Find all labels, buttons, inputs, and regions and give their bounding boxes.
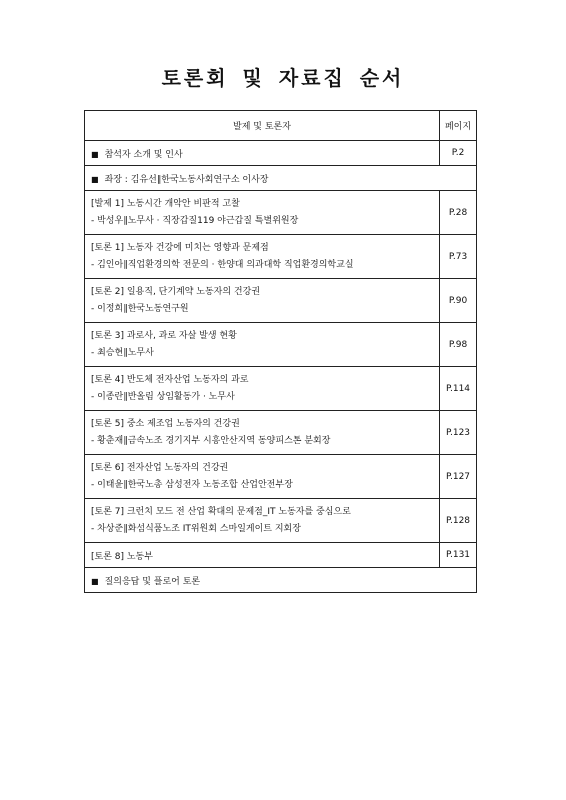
table-row xyxy=(85,367,477,411)
row-content xyxy=(85,141,440,166)
row-label: 참석자 소개 및 인사 xyxy=(104,149,183,160)
speaker-info: - 김인아∥직업환경의학 전문의 · 한양대 의과대학 직업환경의학교실 xyxy=(91,259,354,270)
page-number: P.123 xyxy=(440,411,477,455)
page-number: P.131 xyxy=(440,543,477,568)
table-row xyxy=(85,141,477,166)
table-row xyxy=(85,235,477,279)
page-title: 토론회 및 자료집 순서 xyxy=(161,66,405,90)
speaker-info: - 이태윤∥한국노총 삼성전자 노동조합 산업안전부장 xyxy=(91,479,293,490)
table-row xyxy=(85,568,477,593)
row-content xyxy=(85,191,440,235)
row-content xyxy=(85,367,440,411)
table-row xyxy=(85,499,477,543)
table-row xyxy=(85,279,477,323)
session-topic: [토론 5] 중소 제조업 노동자의 건강권 xyxy=(91,418,240,429)
page-number: P.98 xyxy=(440,323,477,367)
speaker-info: - 이종란∥반올림 상임활동가 · 노무사 xyxy=(91,391,235,402)
page-number: P.90 xyxy=(440,279,477,323)
session-topic: [토론 2] 일용직, 단기계약 노동자의 건강권 xyxy=(91,286,261,297)
row-content xyxy=(85,499,440,543)
session-topic: [토론 3] 과로사, 과로 자살 발생 현황 xyxy=(91,330,237,341)
table-row xyxy=(85,411,477,455)
row-content xyxy=(85,166,477,191)
row-content xyxy=(85,568,477,593)
row-content xyxy=(85,411,440,455)
speaker-info: - 최승현∥노무사 xyxy=(91,347,154,358)
row-content xyxy=(85,279,440,323)
header-presenters: 발제 및 토론자 xyxy=(85,111,440,141)
table-header-row xyxy=(85,111,477,141)
session-topic: [토론 1] 노동자 건강에 미치는 영향과 문제점 xyxy=(91,242,269,253)
page-number: P.127 xyxy=(440,455,477,499)
row-label: 좌장 : 김유선∥한국노동사회연구소 이사장 xyxy=(104,174,269,185)
table-row xyxy=(85,543,477,568)
row-content xyxy=(85,323,440,367)
page-number: P.114 xyxy=(440,367,477,411)
program-table xyxy=(84,110,477,593)
session-topic: [발제 1] 노동시간 개악안 비판적 고찰 xyxy=(91,198,240,209)
page-number: P.28 xyxy=(440,191,477,235)
speaker-info: - 차상준∥화섬식품노조 IT위원회 스마일게이트 지회장 xyxy=(91,523,301,534)
page-number: P.2 xyxy=(440,141,477,166)
session-topic: [토론 7] 크런치 모드 전 산업 확대의 문제점_IT 노동자를 중심으로 xyxy=(91,506,351,517)
page-number: P.128 xyxy=(440,499,477,543)
table-row xyxy=(85,323,477,367)
bullet-square-icon: ■ xyxy=(91,174,99,184)
row-content xyxy=(85,543,440,568)
row-content xyxy=(85,455,440,499)
row-label: 질의응답 및 플로어 토론 xyxy=(104,576,201,587)
bullet-square-icon: ■ xyxy=(91,149,99,159)
table-row xyxy=(85,191,477,235)
table-row xyxy=(85,455,477,499)
speaker-info: - 박성우∥노무사 · 직장갑질119 야근갑질 특별위원장 xyxy=(91,215,299,226)
bullet-square-icon: ■ xyxy=(91,576,99,586)
row-content xyxy=(85,235,440,279)
row-label: [토론 8] 노동부 xyxy=(91,551,153,562)
speaker-info: - 황춘재∥금속노조 경기지부 시흥안산지역 동양피스톤 분회장 xyxy=(91,435,331,446)
table-row xyxy=(85,166,477,191)
page-number: P.73 xyxy=(440,235,477,279)
speaker-info: - 이정희∥한국노동연구원 xyxy=(91,303,189,314)
header-page: 페이지 xyxy=(440,111,477,141)
session-topic: [토론 4] 반도체 전자산업 노동자의 과로 xyxy=(91,374,249,385)
session-topic: [토론 6] 전자산업 노동자의 건강권 xyxy=(91,462,229,473)
